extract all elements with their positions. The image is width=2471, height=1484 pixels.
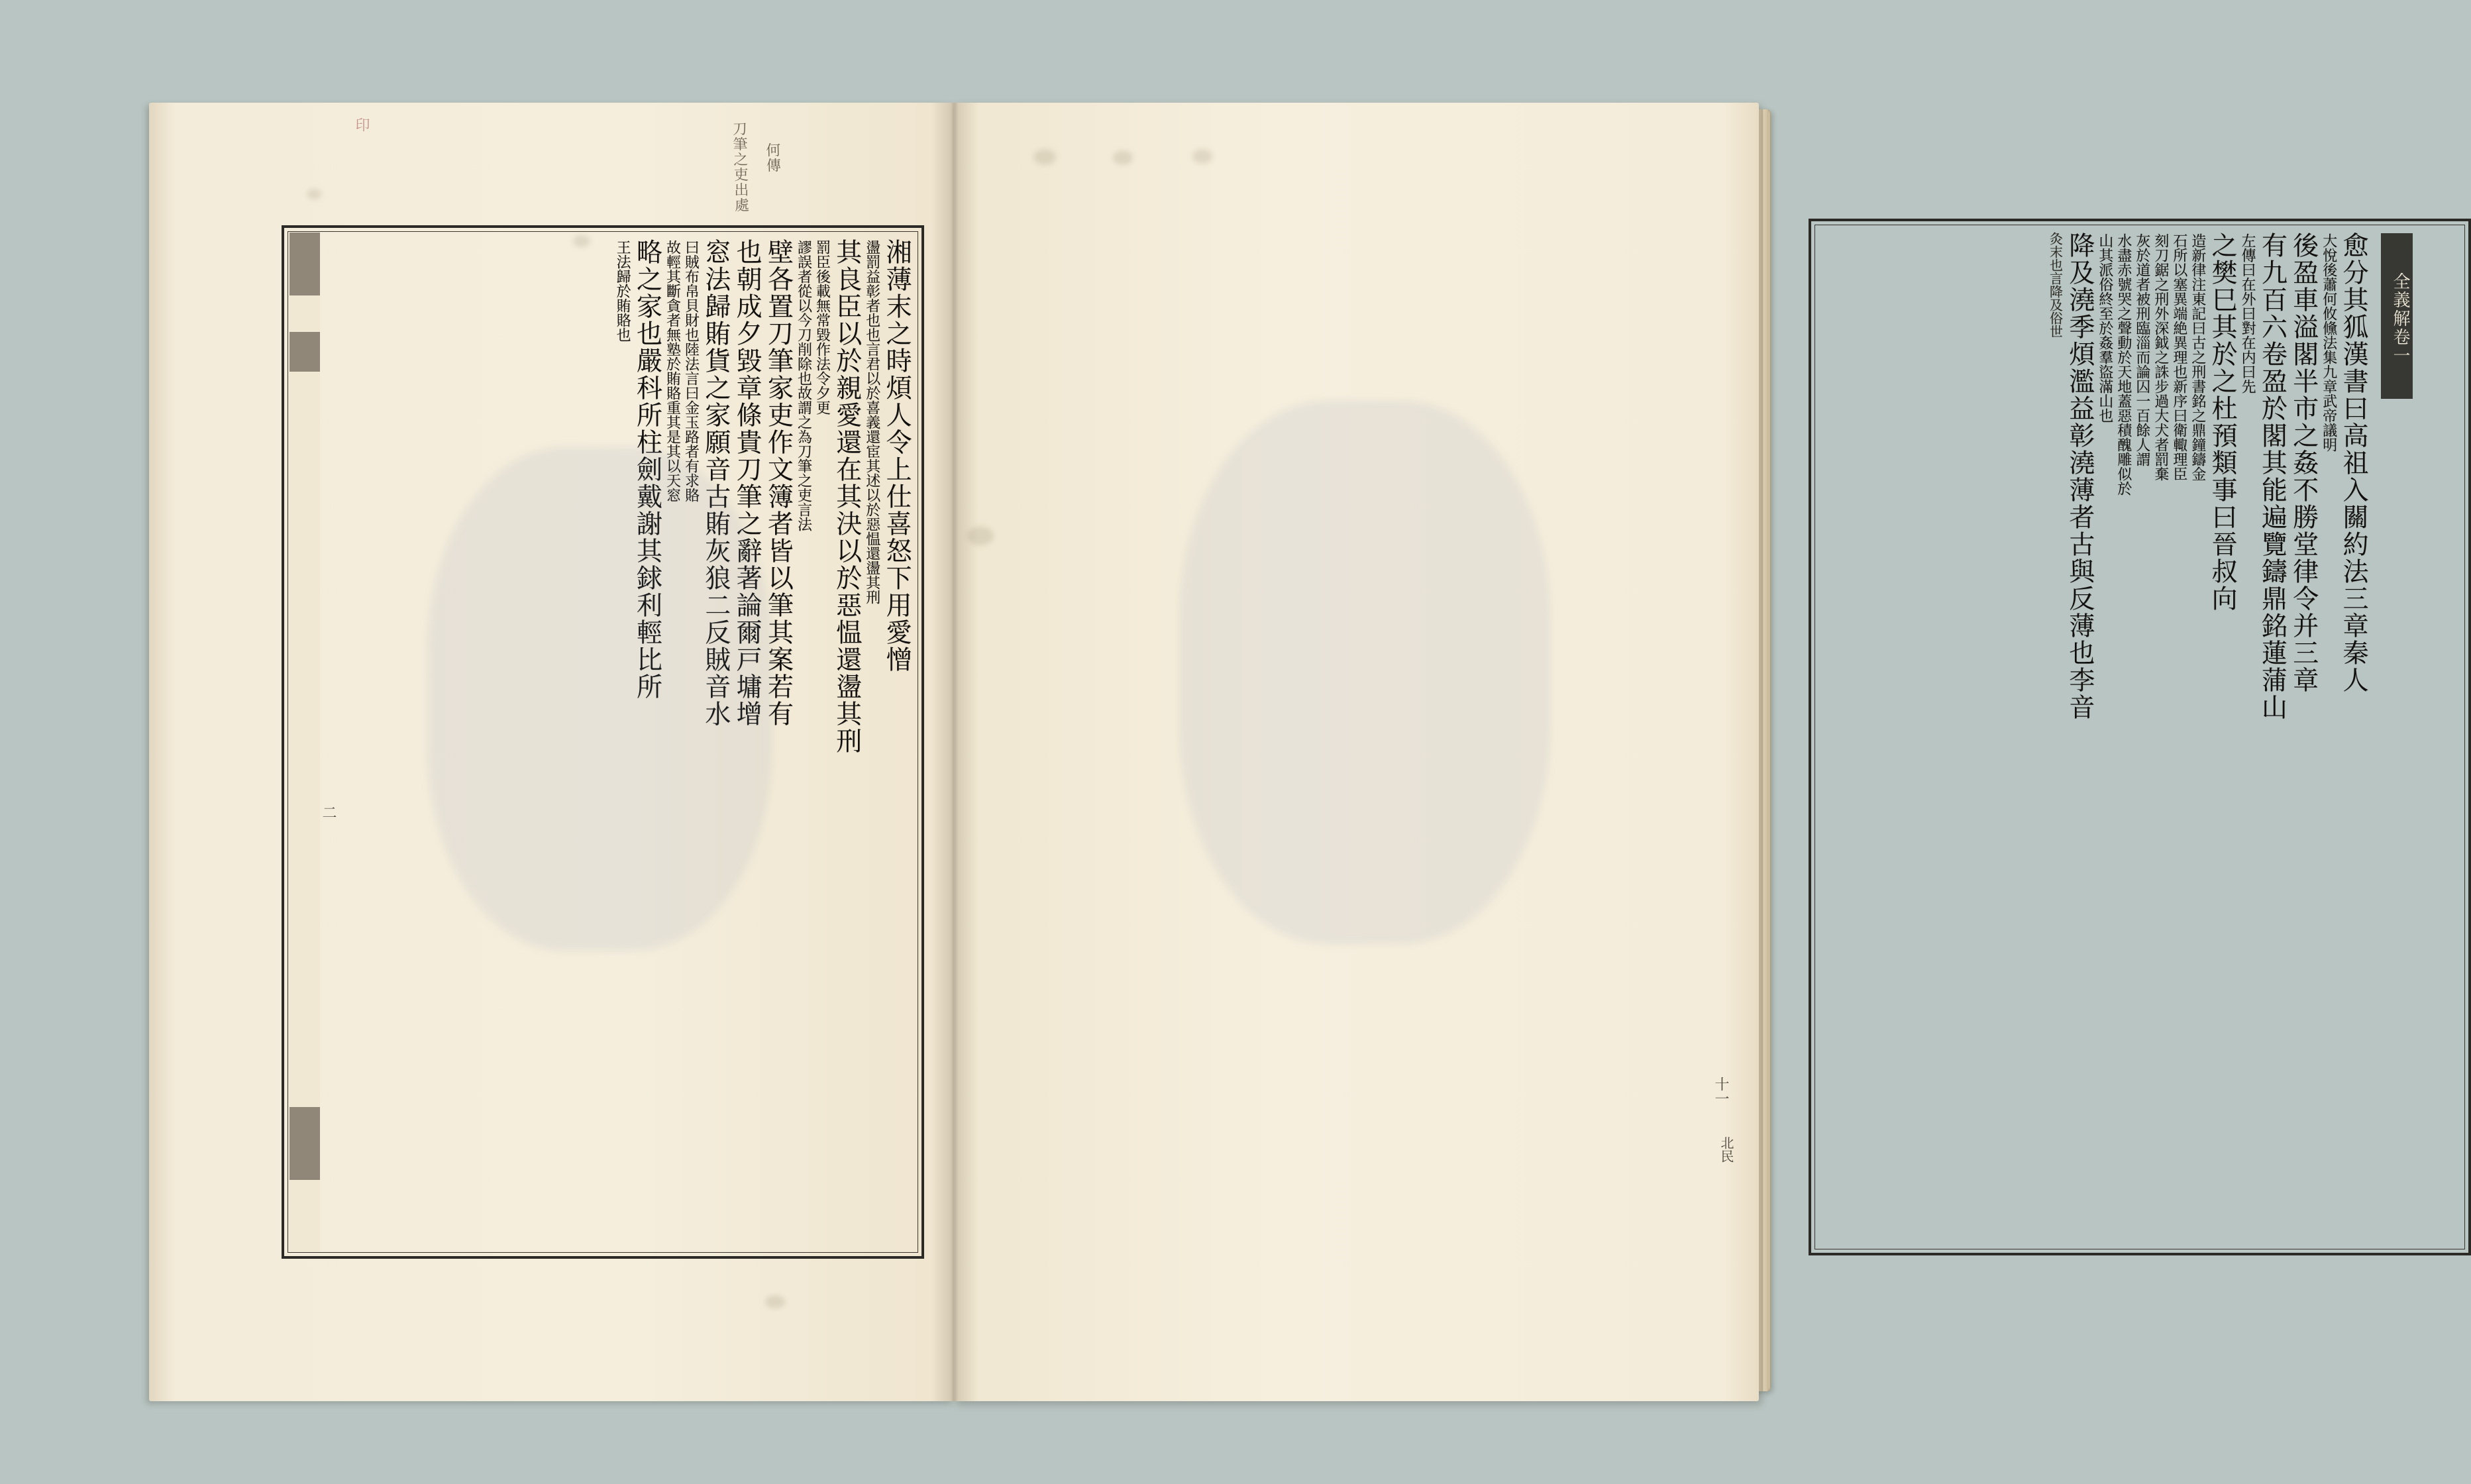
ink-wash: [1179, 401, 1550, 944]
seal-stamp: 印: [353, 117, 370, 132]
paper-stain: [1192, 149, 1212, 164]
text-column: 壁各置刀筆家吏作文簿者皆以筆其案若有: [763, 238, 794, 727]
text-column: 也朝成夕毀章條貴刀筆之辭著論爾戸墉增: [732, 238, 762, 727]
page-number: 二: [320, 805, 337, 820]
page-number: 十一: [1712, 1077, 1729, 1106]
text-column: 之樊巳其於之杜預類事曰晉叔向: [2207, 232, 2238, 612]
text-column: 刻刀鋸之刑外深鉞之誅步過大犬者罰棄: [2152, 233, 2169, 481]
text-column: 盪罰益彰者也也言君以於喜義還宦其述以於惡愠還盪其刑: [863, 240, 880, 604]
left-text-columns: [293, 237, 912, 1247]
paper-stain: [1113, 150, 1133, 165]
text-column: 降及澆季煩濫益彰澆薄者古與反薄也李音: [2064, 232, 2095, 721]
text-column: 略之家也嚴科所柱劍戴謝其銶利輕比所: [632, 238, 662, 700]
text-column: 湘薄末之時煩人令上仕喜怒下用愛憎: [882, 238, 912, 673]
text-column: 後盈車溢閣半市之姦不勝堂律令并三章: [2288, 232, 2319, 694]
paper-stain: [1033, 149, 1056, 165]
right-text-columns: [1820, 231, 2369, 1244]
margin-note: 何傳: [763, 142, 781, 174]
text-column: 窓法歸賄貨之家願音古賄灰狼二反賊音水: [700, 238, 731, 727]
right-text-block: [1809, 219, 2471, 1255]
text-column: 山其派俗終至於姦羣盜滿山也: [2096, 233, 2113, 423]
text-column: 水盡赤號哭之聲動於天地蓋惡積醜雕似於: [2115, 233, 2132, 496]
margin-note: 刀筆之吏出處: [730, 121, 749, 213]
paper-stain: [765, 1295, 785, 1308]
paper-stain: [307, 189, 321, 199]
left-text-block: [282, 225, 924, 1259]
text-column: 罰臣後載無常毀作法令夕更: [814, 240, 831, 415]
text-column: 王法歸於賄賂也: [614, 240, 631, 342]
text-column: 灸末也言降及俗世: [2047, 232, 2064, 338]
text-column: 造新律注東記曰古之刑書銘之鼎鐘鑄金: [2189, 233, 2206, 481]
volume-label: 全義解卷一: [2381, 233, 2413, 399]
text-column: 愈分其狐漢書曰高祖入關約法三章秦人: [2339, 232, 2368, 694]
left-page[interactable]: [149, 103, 954, 1401]
text-column: 其良臣以於親愛還在其決以於惡愠還盪其刑: [831, 238, 862, 755]
text-column: 左傳曰在外曰對在内曰先: [2239, 233, 2256, 394]
text-column: 曰賊布帛貝財也陸法言曰金玉路者有求賂: [682, 240, 700, 502]
text-column: 有九百六卷盈於閣其能遍覽鑄鼎銘蓮蒲山: [2257, 232, 2287, 721]
text-column: 故輕其斷貪者無塾於賄賂重其是其以天窓: [664, 240, 681, 502]
text-column: 謬誤者從以今刀削除也故謂之為刀筆之吏言法: [795, 240, 812, 531]
text-column: 大悅後蕭何攸儵法集九章武帝議明: [2320, 233, 2337, 452]
paper-stain: [967, 527, 994, 545]
edge-note: 北民: [1718, 1136, 1734, 1163]
book-spread: [149, 103, 2410, 1401]
text-column: 灰於道者被刑臨淄而論囚一百餘人謂: [2133, 233, 2150, 466]
text-column: 石所以塞異端絶異理也新序曰衛輙理臣: [2170, 233, 2187, 481]
right-page[interactable]: [954, 103, 2410, 1401]
